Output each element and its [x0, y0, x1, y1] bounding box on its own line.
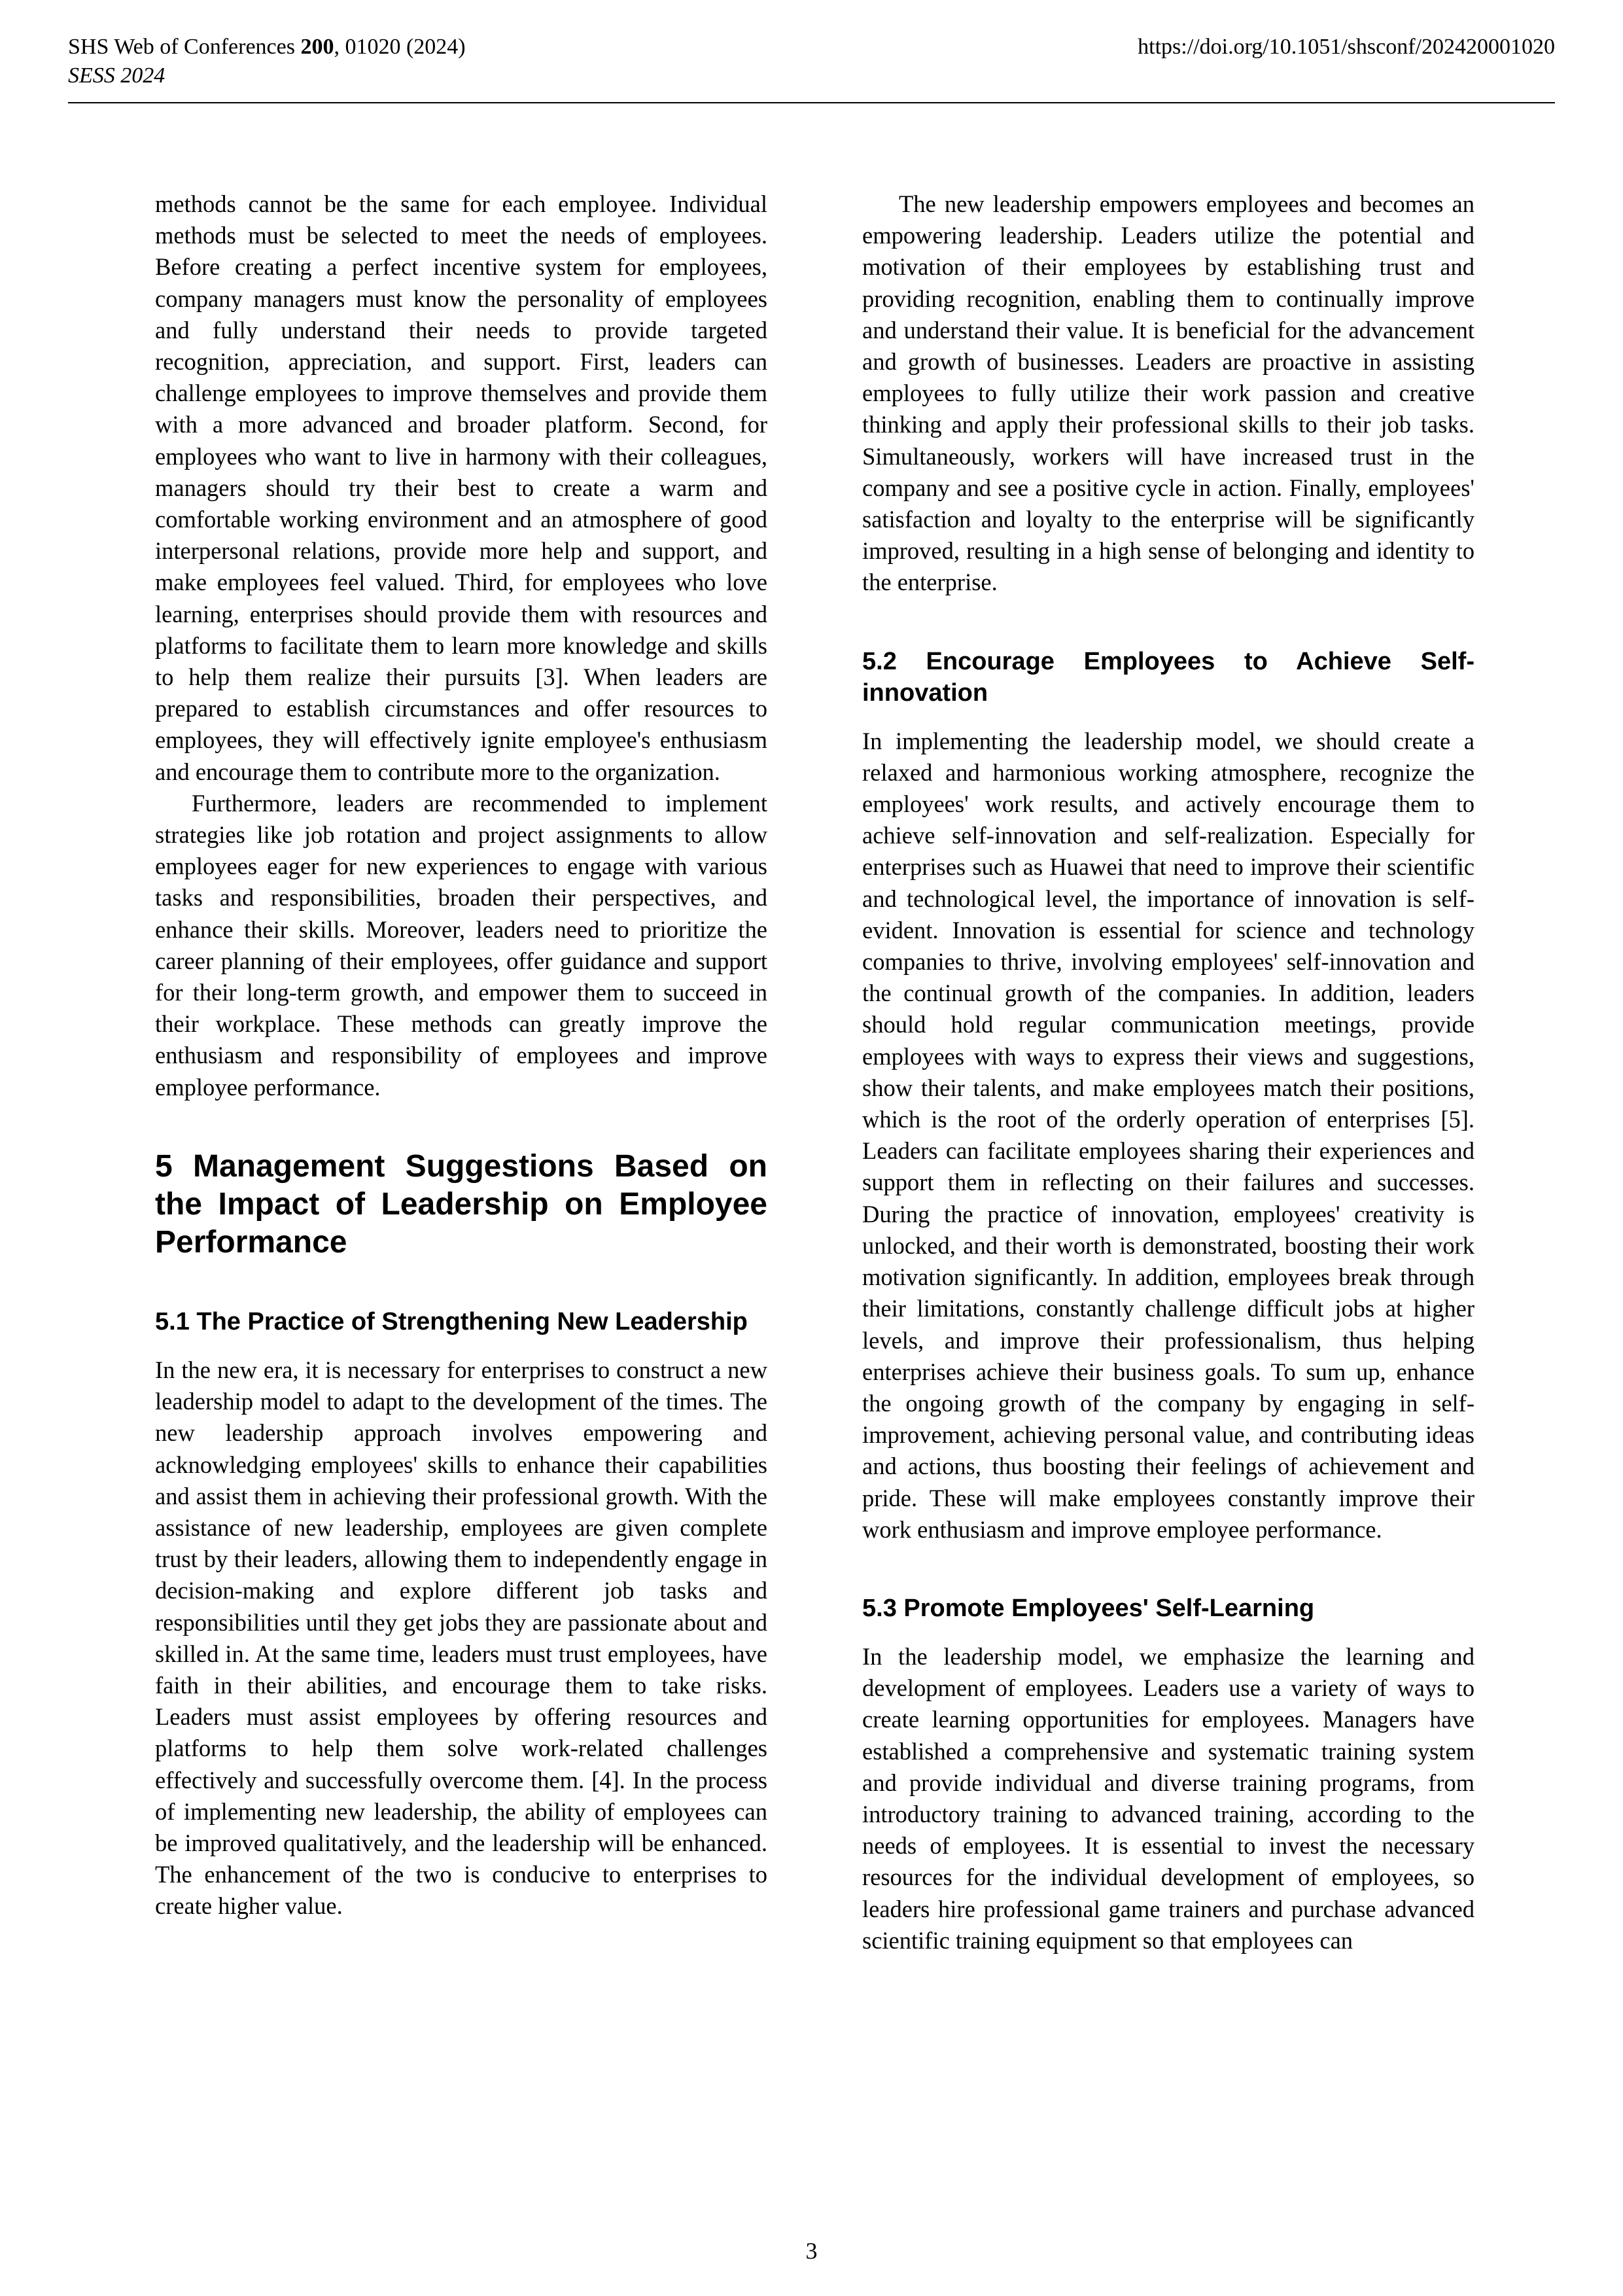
journal-name: SHS Web of Conferences	[68, 35, 301, 59]
body-paragraph: In the leadership model, we emphasize the learning and development of employees. Leaders use a variety of ways to create learning opportunities for employees. Managers have established a comprehensive and systematic training system and provide individual and diverse training programs, from introductory training to advanced training, according to the needs of employees. It is essential to invest the necessary resources for the individual development of employees, so leaders hire professional game trainers and purchase advanced scientific training equipment so that employees can	[862, 1642, 1475, 1954]
journal-citation	[68, 33, 466, 62]
article-number: , 01020 (2024)	[334, 35, 466, 59]
body-paragraph: The new leadership empowers employees and becomes an empowering leadership. Leaders utilize the potential and motivation of their employees by establishing trust and providing recognition, enabling them to continually improve and understand their value. It is beneficial for the advancement and growth of businesses. Leaders are proactive in assisting employees to fully utilize their work passion and creative thinking and apply their professional skills to their job tasks. Simultaneously, workers will have increased trust in the company and see a positive cycle in action. Finally, employees' satisfaction and loyalty to the enterprise will be significantly improved, resulting in a high sense of belonging and identity to the enterprise.	[862, 190, 1475, 596]
spacer	[862, 709, 1475, 726]
section-heading: 5 Management Suggestions Based on the Impact of Leadership on Employee Performance	[155, 1148, 767, 1260]
page-number: 3	[805, 2238, 818, 2264]
right-column	[862, 188, 1475, 1956]
left-column	[155, 188, 767, 1922]
header-divider	[68, 102, 1555, 103]
body-paragraph: In implementing the leadership model, we should create a relaxed and harmonious working atmosphere, recognize the employees' work results, and actively encourage them to achieve self-innovation and self-realization. Especially for enterprises such as Huawei that need to improve their scientific and technological level, the importance of innovation is self-evident. Innovation is essential for science and technology companies to thrive, involving employees' self-innovation and the continual growth of the companies. In addition, leaders should hold regular communication meetings, provide employees with ways to express their views and suggestions, show their talents, and make employees match their positions, which is the root of the orderly operation of enterprises [5]. Leaders can facilitate employees sharing their experiences and support them in reflecting on their failures and successes. During the practice of innovation, employees' creativity is unlocked, and their worth is demonstrated, boosting their work motivation significantly. In addition, employees break through their limitations, constantly challenge difficult jobs at higher levels, and improve their professionalism, thus helping enterprises achieve their business goals. To sum up, enhance the ongoing growth of the company by engaging in self-improvement, achieving personal value, and contributing ideas and actions, thus boosting their feelings of achievement and pride. These will make employees constantly improve their work enthusiasm and improve employee performance.	[862, 727, 1475, 1543]
body-paragraph: Furthermore, leaders are recommended to implement strategies like job rotation and project assignments to allow employees eager for new experiences to engage with various tasks and responsibilities, broaden their perspectives, and enhance their skills. Moreover, leaders need to prioritize the career planning of their employees, offer guidance and support for their long-term growth, and empower them to succeed in their workplace. These methods can greatly improve the enthusiasm and responsibility of employees and improve employee performance.	[155, 789, 767, 1101]
spacer	[862, 1624, 1475, 1641]
spacer	[155, 1337, 767, 1354]
subsection-heading: 5.2 Encourage Employees to Achieve Self-innovation	[862, 647, 1475, 707]
body-paragraph: methods cannot be the same for each employee. Individual methods must be selected to meet the needs of employees. Before creating a perfect incentive system for employees, company managers must know the personality of employees and fully understand their needs to provide targeted recognition, appreciation, and support. First, leaders can challenge employees to improve themselves and provide them with a more advanced and broader platform. Second, for employees who want to live in harmony with their colleagues, managers should try their best to create a warm and comfortable working environment and an atmosphere of good interpersonal relations, provide more help and support, and make employees feel valued. Third, for employees who love learning, enterprises should provide them with resources and platforms to facilitate them to learn more knowledge and skills to help them realize their pursuits [3]. When leaders are prepared to establish circumstances and offer resources to employees, they will effectively ignite employee's enthusiasm and encourage them to contribute more to the organization.	[155, 190, 767, 785]
subsection-heading: 5.1 The Practice of Strengthening New Leadership	[155, 1307, 748, 1335]
running-header-left	[68, 33, 466, 90]
journal-volume: 200	[300, 35, 334, 59]
body-paragraph: In the new era, it is necessary for enterprises to construct a new leadership model to adapt to the development of the times. The new leadership approach involves empowering and acknowledging employees' skills to enhance their capabilities and assist them in achieving their professional growth. With the assistance of new leadership, employees are given complete trust by their leaders, allowing them to independently engage in decision-making and explore different job tasks and responsibilities until they get jobs they are passionate about and skilled in. At the same time, leaders must trust employees, have faith in their abilities, and encourage them to take risks. Leaders must assist employees by offering resources and platforms to help them solve work-related challenges effectively and successfully overcome them. [4]. In the process of implementing new leadership, the ability of employees can be improved qualitatively, and the leadership will be enhanced. The enhancement of the two is conducive to enterprises to create higher value.	[155, 1356, 767, 1920]
doi-link[interactable]: https://doi.org/10.1051/shsconf/202420001020	[1138, 35, 1555, 59]
subsection-heading: 5.3 Promote Employees' Self-Learning	[862, 1594, 1315, 1622]
conference-name: SESS 2024	[68, 63, 166, 88]
